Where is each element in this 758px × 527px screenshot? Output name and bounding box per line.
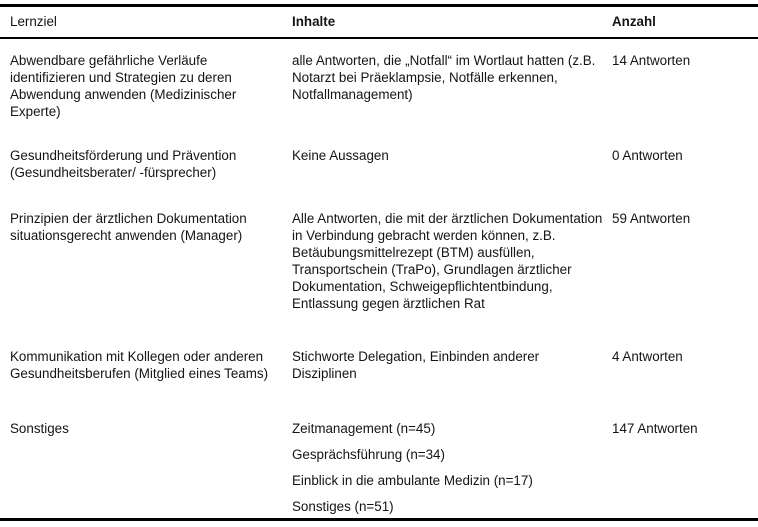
table-row <box>0 147 758 181</box>
table-row <box>0 420 758 515</box>
table-row <box>0 348 758 382</box>
inhalte-item: Sonstiges (n=51) <box>292 499 394 514</box>
inhalte-cell: Stichworte Delegation, Einbinden anderer Disziplinen <box>292 349 540 381</box>
lernziel-cell: Kommunikation mit Kollegen oder anderen Gesundheitsberufen (Mitglied eines Teams) <box>10 349 269 381</box>
inhalte-cell: alle Antworten, die „Notfall“ im Wortlaut hatten (z.B. Notarzt bei Präeklampsie, Notfälle erkennen, Notfallmanagement) <box>292 53 596 102</box>
inhalte-cell <box>292 420 612 515</box>
table-row <box>0 210 758 312</box>
inhalte-item: Gesprächsführung (n=34) <box>292 447 445 462</box>
lernziel-cell: Sonstiges <box>10 421 69 436</box>
anzahl-cell: 14 Antworten <box>612 53 691 68</box>
lernziel-cell: Abwendbare gefährliche Verläufe identifizieren und Strategien zu deren Abwendung anwenden (Medizinischer Experte) <box>10 53 237 119</box>
inhalte-cell: Alle Antworten, die mit der ärztlichen Dokumentation in Verbindung gebracht werden können, z.B. Betäubungsmittelrezept (BTM) ausfüllen, Transportschein (TraPo), Grundlagen ärztlicher Dokumentation, Schweigepflichtentbindung, Entlassung gegen ärztlichen Rat <box>292 211 603 311</box>
column-header-inhalte: Inhalte <box>292 14 336 29</box>
anzahl-cell: 0 Antworten <box>612 148 683 163</box>
inhalte-cell: Keine Aussagen <box>292 148 389 163</box>
table-top-rule <box>0 4 758 7</box>
table-header-row <box>0 13 758 30</box>
lernziel-cell: Gesundheitsförderung und Prävention (Gesundheitsberater/ -fürsprecher) <box>10 148 237 180</box>
table-bottom-rule <box>0 518 758 521</box>
anzahl-cell: 147 Antworten <box>612 421 698 436</box>
anzahl-cell: 59 Antworten <box>612 211 691 226</box>
inhalte-item: Zeitmanagement (n=45) <box>292 421 436 436</box>
column-header-lernziel: Lernziel <box>10 14 57 29</box>
lernziel-cell: Prinzipien der ärztlichen Dokumentation situationsgerecht anwenden (Manager) <box>10 211 247 243</box>
table-row <box>0 52 758 120</box>
column-header-anzahl: Anzahl <box>612 14 656 29</box>
table-header-separator-rule <box>0 37 758 39</box>
anzahl-cell: 4 Antworten <box>612 349 683 364</box>
inhalte-item: Einblick in die ambulante Medizin (n=17) <box>292 473 533 488</box>
